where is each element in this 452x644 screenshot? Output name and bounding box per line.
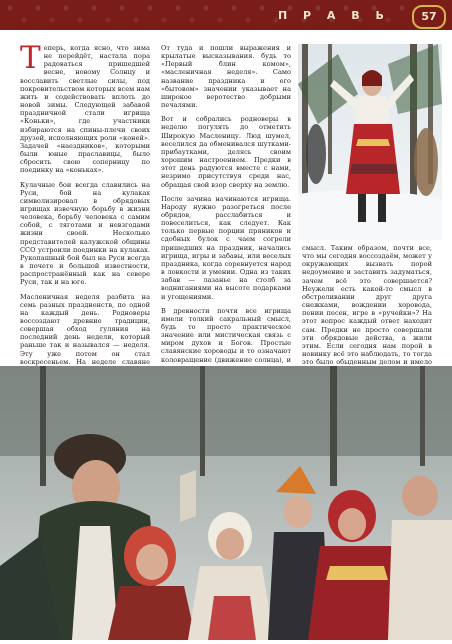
paragraph: смысл. Таким образом, почти все, что мы сегодня воссоздаём, может у окружающих вызвать порой недоумение и заставить задуматься, зачем всё это совершается? Неужели есть какой-то смысл в обстреливании друг друга снежками, вождении хоровода, пении песен, игре в «ручейки»? На этот вопрос каждый ответ находит сам. Предки не просто совершали эти обрядовые действа, а жили этим. Если сегодня нам порой в новинку всё это наблюдать, то тогда это было обыденным делом и имело [302,244,432,367]
paragraph: Вот и собрались родноверы в неделю погулять до отметить Широкую Масленицу. Люд шумел, веселился да обменивался шутками-прибаутками, делясь своим хорошим настроением. Предки в этот день радуются вместе с нами, незримо присутствуя среди нас, обращая свой взор сверху на землю. [161,115,291,189]
paragraph: Масленичная неделя разбита на семь разных праздненств, по одной на каждый день. Родноверы воссоздают древние традиции, совершая обход гуляния на последний день недели, который раньше так и назывался — неделя. Эту уже потом он стал воскресеньем. На неделе славяне [20,292,150,366]
photo-folk-dancer [298,44,442,240]
drop-cap: Т [20,40,41,76]
photo-festival-crowd [0,366,452,640]
paragraph: Теперь, когда ясно, что зима не перейдёт, настала пора радоваться пришедшей весне, новому Солнцу и восславить светлые силы, под покровительством которых всем нам жить и содействовать вплоть до новой зимы. Следующей забавой праздничной стали игрища «Коньки», где участники избираются на спины-плечи своих друзей, исполняющих роли «коней». Задачей «наездников», которыми были юные праславицы, было сбросить свою соперницу по поединку на «коньках». [20,40,150,175]
paragraph: Кулачные бои всегда славились на Руси, бой на кулаках символизировал в обрядовых игрищах извечную борьбу в жизни человека, борьбу человека с самим собой, с тяготами и невзгодами жизни своей. Несколько представителей калужской общины ССО устроили поединки на кулаках. Рукопашный бой был на Руси всегда в почете и большой известности, распространённый как на севере Руси, так и на юге. [20,180,150,287]
section-title: П Р А В Ь [278,9,390,22]
page-number-badge: 57 [412,5,446,29]
paragraph: После зачина начинаются игрища. Народу нужно разогреться после обрядов, расслабиться и повеселиться, как следует. Как только первые порции пряников и сдобных булок с чаем согрели пришедших на праздник, начались игрища, игры и забавы, или веселых праздника, когда соревнуется народ в ловкости и умении. Одна из таких забав — лазанье на столб за водниганиями на высоте подарками и угощениями. [161,194,291,301]
paragraph: В древности почти все игрища имели толкий сакральный смысл, будь то просто практическое значение или мистическая связь с миром духов и Богов. Простые славянские хороводы и то означают коловращение (движение солнца), и [161,306,291,364]
article-column-3 [302,244,432,367]
paragraph: От туда и пошли выражения и крылатые высказывания. будь то «Первый блин комом», «масленичная неделя». Само название праздника и его «бытовом» значении указывает на широкое веротество добрыми печалями. [161,44,291,110]
